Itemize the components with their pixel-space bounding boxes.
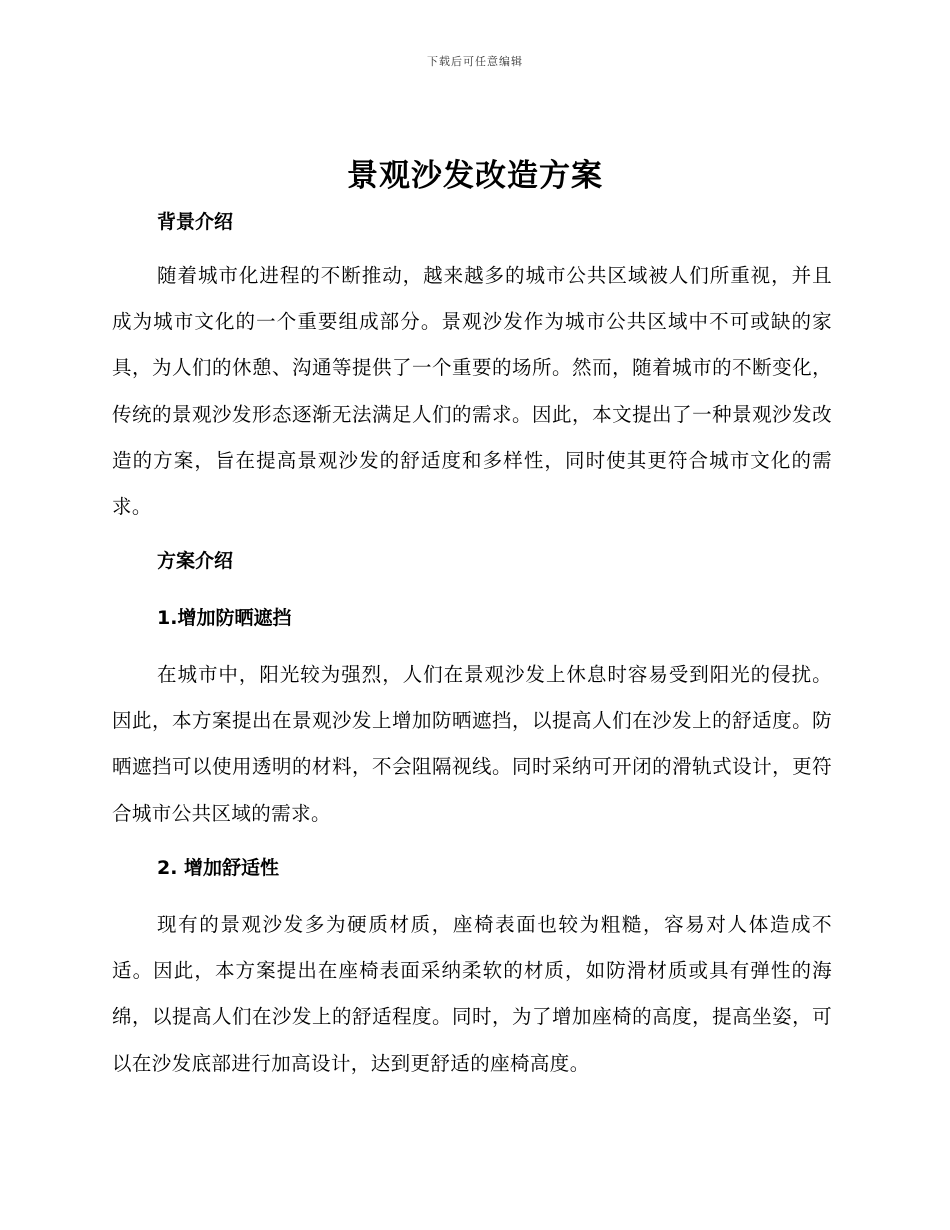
section-paragraph-sun-shade: 在城市中，阳光较为强烈，人们在景观沙发上休息时容易受到阳光的侵扰。因此，本方案提出在景观沙发上增加防晒遮挡，以提高人们在沙发上的舒适度。防晒遮挡可以使用透明的材料，不会阻隔视线。同时采纳可开闭的滑轨式设计，更符合城市公共区域的需求。 [112, 663, 832, 825]
page-header-note: 下载后可任意编辑 [427, 55, 523, 68]
section-heading-background: 背景介绍 [157, 211, 234, 233]
section-heading-plan: 方案介绍 [157, 550, 234, 572]
document-title: 景观沙发改造方案 [347, 158, 603, 194]
section-paragraph-background: 随着城市化进程的不断推动，越来越多的城市公共区域被人们所重视，并且成为城市文化的一个重要组成部分。景观沙发作为城市公共区域中不可或缺的家具，为人们的休憩、沟通等提供了一个重要的场所。然而，随着城市的不断变化，传统的景观沙发形态逐渐无法满足人们的需求。因此，本文提出了一种景观沙发改造的方案，旨在提高景观沙发的舒适度和多样性，同时使其更符合城市文化的需求。 [112, 264, 832, 519]
section-paragraph-comfort: 现有的景观沙发多为硬质材质，座椅表面也较为粗糙，容易对人体造成不适。因此，本方案提出在座椅表面采纳柔软的材质，如防滑材质或具有弹性的海绵，以提高人们在沙发上的舒适程度。同时，为了增加座椅的高度，提高坐姿，可以在沙发底部进行加高设计，达到更舒适的座椅高度。 [112, 913, 832, 1075]
section-heading-comfort: 2. 增加舒适性 [157, 857, 280, 879]
section-heading-sun-shade: 1.增加防晒遮挡 [157, 607, 292, 629]
